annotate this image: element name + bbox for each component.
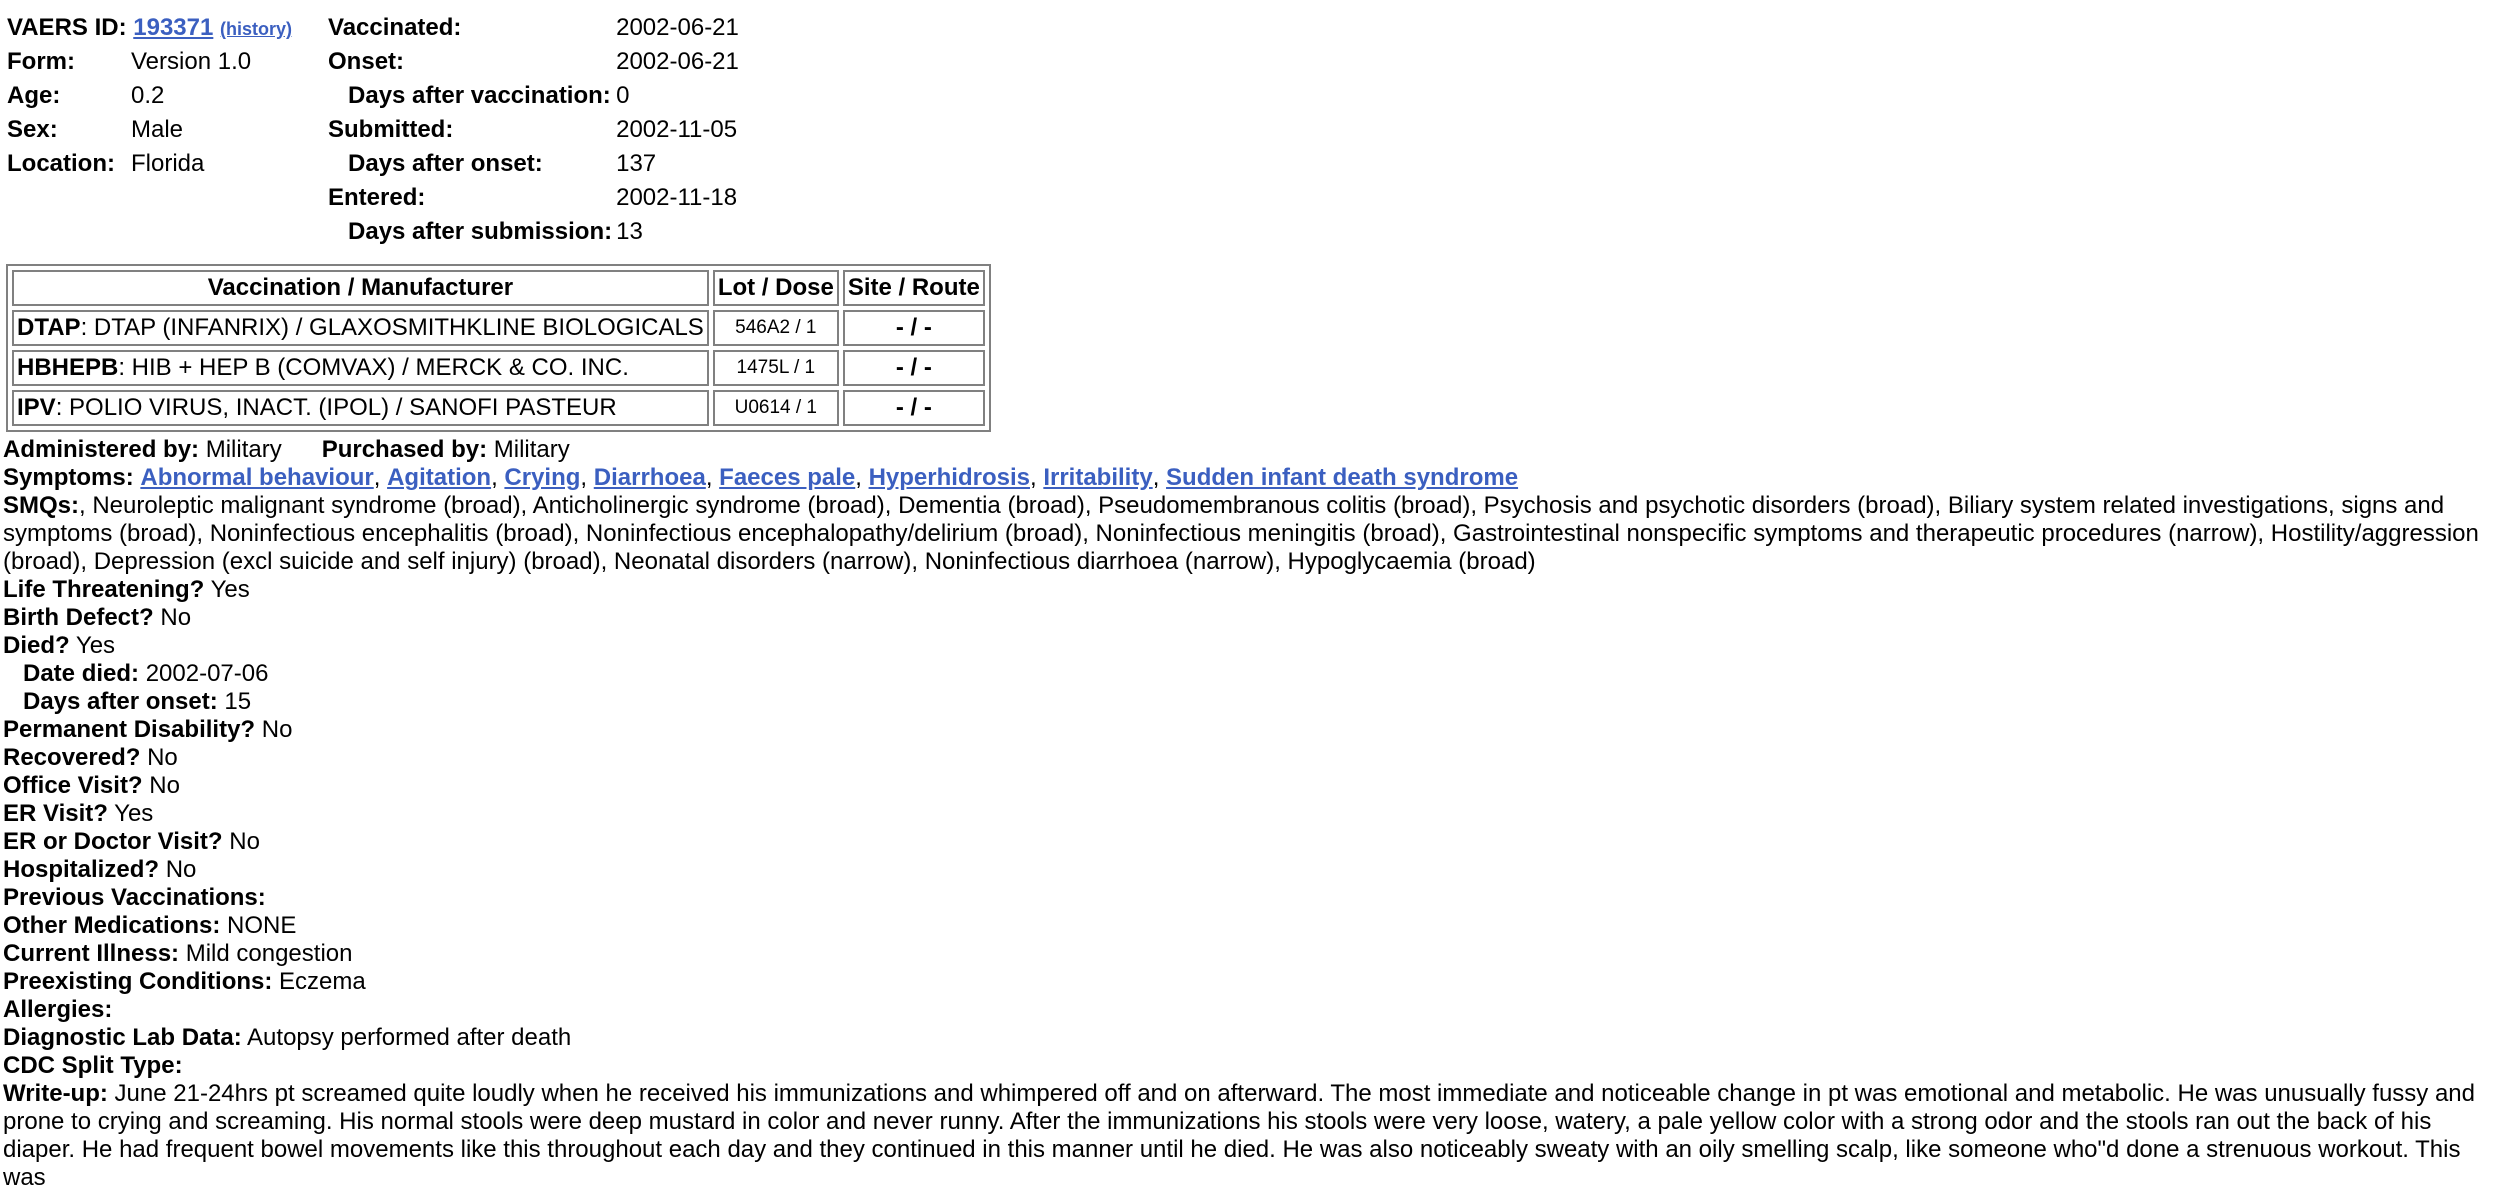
other-medications-value: NONE — [227, 912, 297, 939]
smqs-value: , Neuroleptic malignant syndrome (broad), Anticholinergic syndrome (broad), Dementia (broad), Pseudomembranous colitis (broad), Psychosis and psychotic disorders (broad), Biliary system related investigations, signs and symptoms (broad), Noninfectious encephalitis (broad), Noninfectious encephalopathy/delirium (broad), Noninfectious meningitis (broad), Gastrointestinal nonspecific symptoms and therapeutic procedures (narrow), Hostility/aggression (broad), Depression (excl suicide and self injury) (broad), Neonatal disorders (narrow), Noninfectious diarrhoea (narrow), Hypoglycaemia (broad) — [3, 492, 2479, 575]
write-up-value: June 21-24hrs pt screamed quite loudly when he received his immunizations and whimpered off and on afterward. The most immediate and noticeable change in pt was emotional and metabolic. He was unusually fussy and prone to crying and screaming. His normal stools were deep mustard in color and never runny. After the immunizations his stools were very loose, watery, a pale yellow color with a strong odor and the stools ran out the back of his diaper. He had frequent bowel movements like this throughout each day and they continued in this manner until he died. He was also noticeably sweaty with an oily smelling scalp, like someone who"d done a strenuous workout. This was — [3, 1080, 2475, 1191]
recovered-label: Recovered? — [3, 744, 141, 771]
age-label: Age: — [7, 82, 61, 109]
lot-dose-cell: 1475L / 1 — [713, 350, 839, 386]
office-visit-line — [3, 772, 2509, 800]
vaccine-desc: : POLIO VIRUS, INACT. (IPOL) / SANOFI PASTEUR — [55, 394, 617, 421]
birth-defect-line — [3, 604, 2509, 632]
died-days-after-onset-value: 15 — [224, 688, 252, 715]
permanent-disability-value: No — [261, 716, 293, 743]
er-visit-line — [3, 800, 2509, 828]
preexisting-conditions-label: Preexisting Conditions: — [3, 968, 273, 995]
hospitalized-label: Hospitalized? — [3, 856, 160, 883]
died-line — [3, 632, 2509, 660]
lot-dose-cell: U0614 / 1 — [713, 390, 839, 426]
vaccination-table — [6, 264, 991, 432]
current-illness-label: Current Illness: — [3, 940, 180, 967]
date-died-value: 2002-07-06 — [145, 660, 269, 687]
column-header: Vaccination / Manufacturer — [12, 270, 709, 306]
preexisting-conditions-line — [3, 968, 2509, 996]
entered-value: 2002-11-18 — [616, 184, 738, 211]
current-illness-value: Mild congestion — [185, 940, 353, 967]
table-row — [12, 390, 985, 426]
site-route-cell: - / - — [843, 390, 985, 426]
preexisting-conditions-value: Eczema — [279, 968, 366, 995]
birth-defect-value: No — [160, 604, 192, 631]
office-visit-value: No — [149, 772, 180, 799]
smqs-line — [3, 492, 2509, 576]
symptom-link[interactable]: Agitation — [387, 464, 492, 491]
days-after-submission-label: Days after submission: — [348, 218, 613, 245]
symptom-link[interactable]: Crying — [504, 464, 581, 491]
smqs-label: SMQs: — [3, 492, 80, 519]
hospitalized-line — [3, 856, 2509, 884]
days-after-onset-label: Days after onset: — [348, 150, 543, 177]
vaccine-cell — [12, 390, 709, 426]
sex-value: Male — [131, 116, 184, 143]
history-link[interactable]: (history) — [220, 19, 293, 39]
recovered-line — [3, 744, 2509, 772]
age-value: 0.2 — [131, 82, 165, 109]
permanent-disability-label: Permanent Disability? — [3, 716, 256, 743]
er-visit-label: ER Visit? — [3, 800, 108, 827]
table-header-row — [12, 270, 985, 306]
sex-label: Sex: — [7, 116, 58, 143]
died-days-after-onset-label: Days after onset: — [23, 688, 218, 715]
vaccine-code: HBHEPB — [17, 354, 119, 381]
er-doctor-visit-label: ER or Doctor Visit? — [3, 828, 223, 855]
previous-vaccinations-label: Previous Vaccinations: — [3, 884, 266, 911]
hospitalized-value: No — [165, 856, 197, 883]
report-details — [3, 436, 2509, 1192]
submitted-value: 2002-11-05 — [616, 116, 738, 143]
symptom-link[interactable]: Sudden infant death syndrome — [1166, 464, 1519, 491]
onset-label: Onset: — [328, 48, 405, 75]
site-route-cell: - / - — [843, 310, 985, 346]
write-up-label: Write-up: — [3, 1080, 108, 1107]
permanent-disability-line — [3, 716, 2509, 744]
location-label: Location: — [7, 150, 115, 177]
submitted-label: Submitted: — [328, 116, 454, 143]
diagnostic-lab-label: Diagnostic Lab Data: — [3, 1024, 242, 1051]
current-illness-line — [3, 940, 2509, 968]
days-after-vaccination-label: Days after vaccination: — [348, 82, 611, 109]
allergies-line — [3, 996, 2509, 1024]
date-died-line — [3, 660, 2509, 688]
er-visit-value: Yes — [114, 800, 154, 827]
office-visit-label: Office Visit? — [3, 772, 143, 799]
vaccine-code: DTAP — [17, 314, 81, 341]
recovered-value: No — [147, 744, 178, 771]
administered-purchased-line — [3, 436, 2509, 464]
days-after-vaccination-value: 0 — [616, 82, 630, 109]
cdc-split-type-label: CDC Split Type: — [3, 1052, 183, 1079]
location-value: Florida — [131, 150, 205, 177]
vaccinated-label: Vaccinated: — [328, 14, 462, 41]
life-threatening-label: Life Threatening? — [3, 576, 205, 603]
er-doctor-visit-line — [3, 828, 2509, 856]
symptom-link[interactable]: Diarrhoea — [593, 464, 706, 491]
days-after-submission-value: 13 — [616, 218, 643, 245]
symptom-link[interactable]: Abnormal behaviour — [140, 464, 374, 491]
previous-vaccinations-line — [3, 884, 2509, 912]
write-up-line — [3, 1080, 2509, 1192]
life-threatening-value: Yes — [210, 576, 250, 603]
cdc-split-type-line — [3, 1052, 2509, 1080]
report-header — [7, 14, 743, 252]
symptom-link[interactable]: Hyperhidrosis — [868, 464, 1030, 491]
entered-label: Entered: — [328, 184, 426, 211]
date-died-label: Date died: — [23, 660, 140, 687]
symptom-link[interactable]: Irritability — [1043, 464, 1153, 491]
vaers-id-link[interactable]: 193371 — [133, 14, 214, 41]
lot-dose-cell: 546A2 / 1 — [713, 310, 839, 346]
er-doctor-visit-value: No — [229, 828, 260, 855]
symptom-link[interactable]: Faeces pale — [719, 464, 856, 491]
column-header: Site / Route — [843, 270, 985, 306]
diagnostic-lab-line — [3, 1024, 2509, 1052]
vaccinated-value: 2002-06-21 — [616, 14, 739, 41]
birth-defect-label: Birth Defect? — [3, 604, 154, 631]
form-value: Version 1.0 — [131, 48, 252, 75]
allergies-label: Allergies: — [3, 996, 113, 1023]
purchased-label: Purchased by: — [321, 436, 488, 463]
column-header: Lot / Dose — [713, 270, 839, 306]
diagnostic-lab-value: Autopsy performed after death — [247, 1024, 572, 1051]
vaccine-cell — [12, 350, 709, 386]
life-threatening-line — [3, 576, 2509, 604]
site-route-cell: - / - — [843, 350, 985, 386]
administered-label: Administered by: — [3, 436, 200, 463]
vaccine-desc: : HIB + HEP B (COMVAX) / MERCK & CO. INC. — [118, 354, 629, 381]
symptoms-label: Symptoms: — [3, 464, 134, 491]
table-row — [12, 350, 985, 386]
died-value: Yes — [75, 632, 116, 659]
died-label: Died? — [3, 632, 70, 659]
other-medications-label: Other Medications: — [3, 912, 221, 939]
died-days-after-onset-line — [3, 688, 2509, 716]
onset-value: 2002-06-21 — [616, 48, 739, 75]
vaccine-code: IPV — [17, 394, 56, 421]
other-medications-line — [3, 912, 2509, 940]
form-label: Form: — [7, 48, 75, 75]
vaccine-cell — [12, 310, 709, 346]
administered-value: Military — [205, 436, 282, 463]
purchased-value: Military — [493, 436, 570, 463]
days-after-onset-value: 137 — [616, 150, 657, 177]
table-row — [12, 310, 985, 346]
vaccine-desc: : DTAP (INFANRIX) / GLAXOSMITHKLINE BIOLOGICALS — [80, 314, 704, 341]
symptoms-line: Symptoms: Abnormal behaviour, Agitation, Crying, Diarrhoea, Faeces pale, Hyperhidrosis, Irritability, Sudden infant death syndrome — [3, 464, 1519, 491]
vaers-id-label: VAERS ID: — [7, 14, 127, 41]
